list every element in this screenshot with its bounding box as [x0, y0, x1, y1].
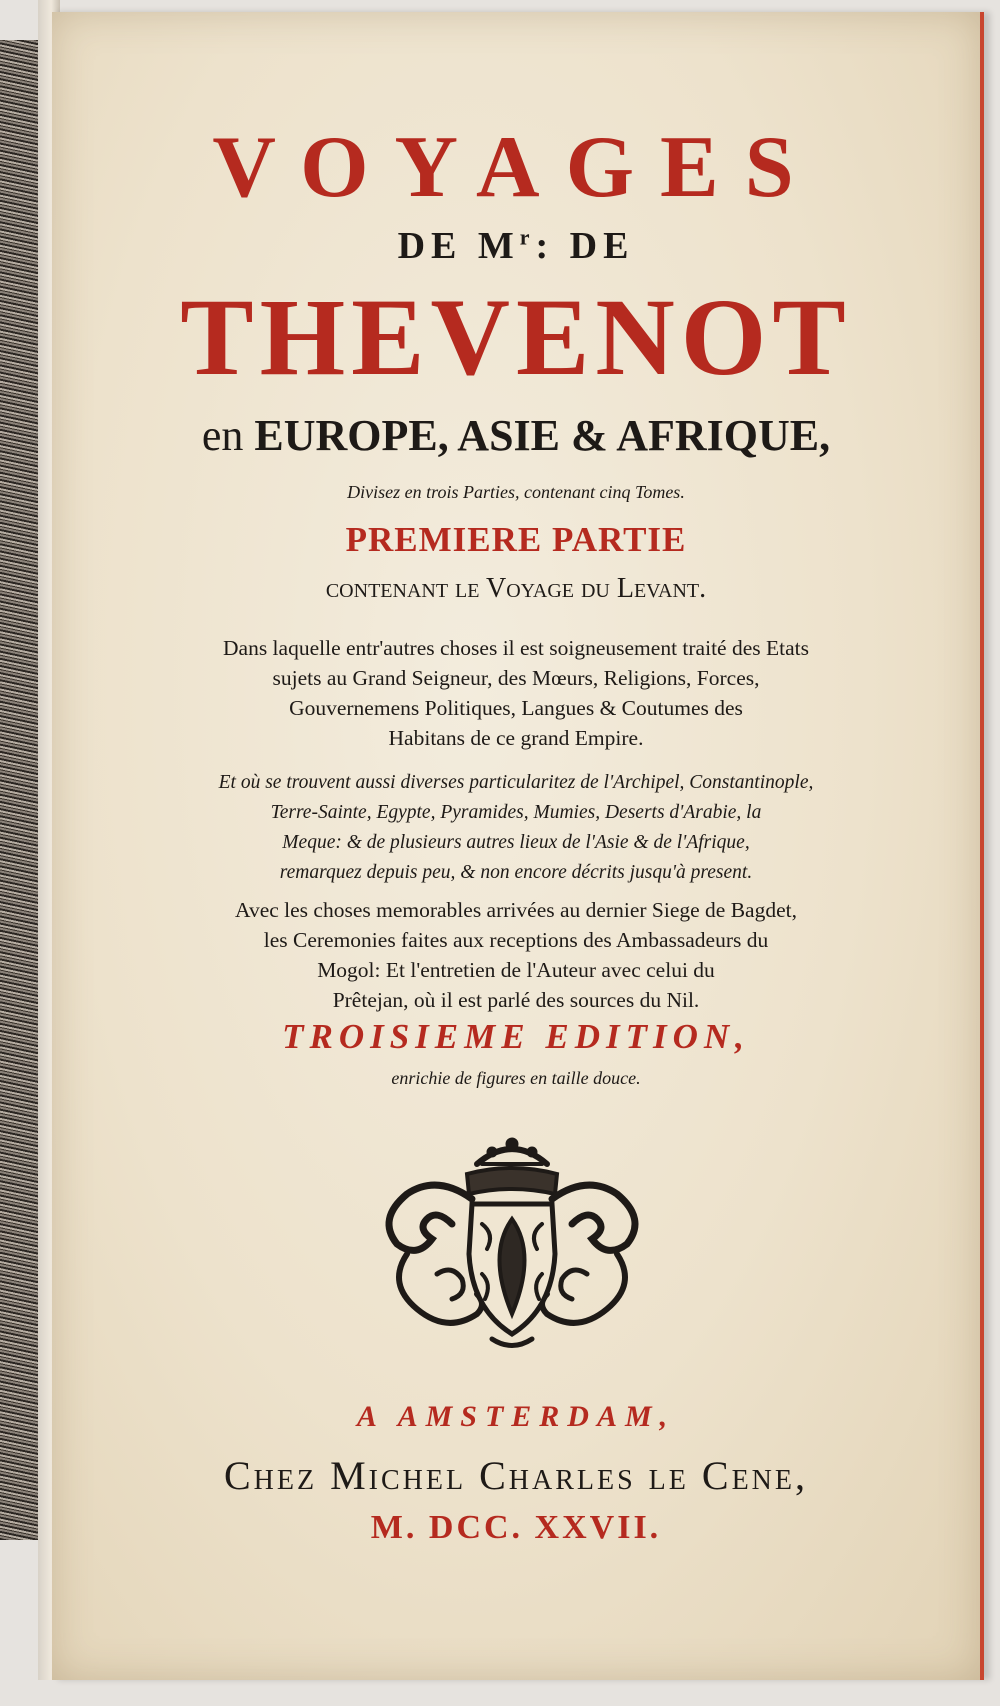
frontispiece-engraving-edge	[0, 40, 41, 1540]
divisions-note: Divisez en trois Parties, contenant cinq Tomes.	[347, 482, 685, 502]
edition-heading: TROISIEME EDITION,	[282, 1017, 750, 1056]
author-prefix: DE $M^r$: DE	[397, 224, 635, 267]
paragraph-line: Et où se trouvent aussi diverses particularitez de l'Archipel, Constantinople,	[218, 772, 814, 793]
paragraph-line: Terre-Sainte, Egypte, Pyramides, Mumies, Deserts d'Arabie, la	[270, 802, 762, 823]
paragraph-line: Gouvernemens Politiques, Langues & Coutumes des	[289, 696, 743, 720]
paragraph-line: remarquez depuis peu, & non encore décrits jusqu'à present.	[279, 862, 753, 883]
subtitle-places: en EUROPE, ASIE & AFRIQUE,	[201, 411, 831, 460]
paragraph-line: Avec les choses memorables arrivées au dernier Siege de Bagdet,	[235, 898, 797, 922]
author-name: THEVENOT	[180, 276, 852, 398]
illustrations-note: enrichie de figures en taille douce.	[391, 1068, 641, 1088]
paragraph-line: sujets au Grand Seigneur, des Mœurs, Religions, Forces,	[272, 666, 760, 690]
imprint-publisher: Chez Michel Charles le Cene,	[224, 1453, 808, 1498]
title-page	[52, 12, 984, 1680]
paragraph-line: Meque: & de plusieurs autres lieux de l'Asie & de l'Afrique,	[282, 832, 750, 853]
imprint-city: A AMSTERDAM,	[356, 1400, 676, 1433]
paragraph-line: les Ceremonies faites aux receptions des Ambassadeurs du	[263, 928, 769, 952]
book-title: VOYAGES	[212, 119, 820, 216]
contents-line: contenant le Voyage du Levant.	[325, 573, 707, 604]
paragraph-line: Dans laquelle entr'autres choses il est soigneusement traité des Etats	[223, 636, 809, 660]
paragraph-line: Habitans de ce grand Empire.	[388, 726, 644, 750]
imprint-date: M. DCC. XXVII.	[370, 1509, 662, 1546]
paragraph-line: Mogol: Et l'entretien de l'Auteur avec celui du	[317, 958, 715, 982]
paragraph-line: Prêtejan, où il est parlé des sources du Nil.	[332, 988, 700, 1012]
part-heading: PREMIERE PARTIE	[345, 520, 687, 559]
printer-ornament-icon	[377, 1134, 647, 1354]
